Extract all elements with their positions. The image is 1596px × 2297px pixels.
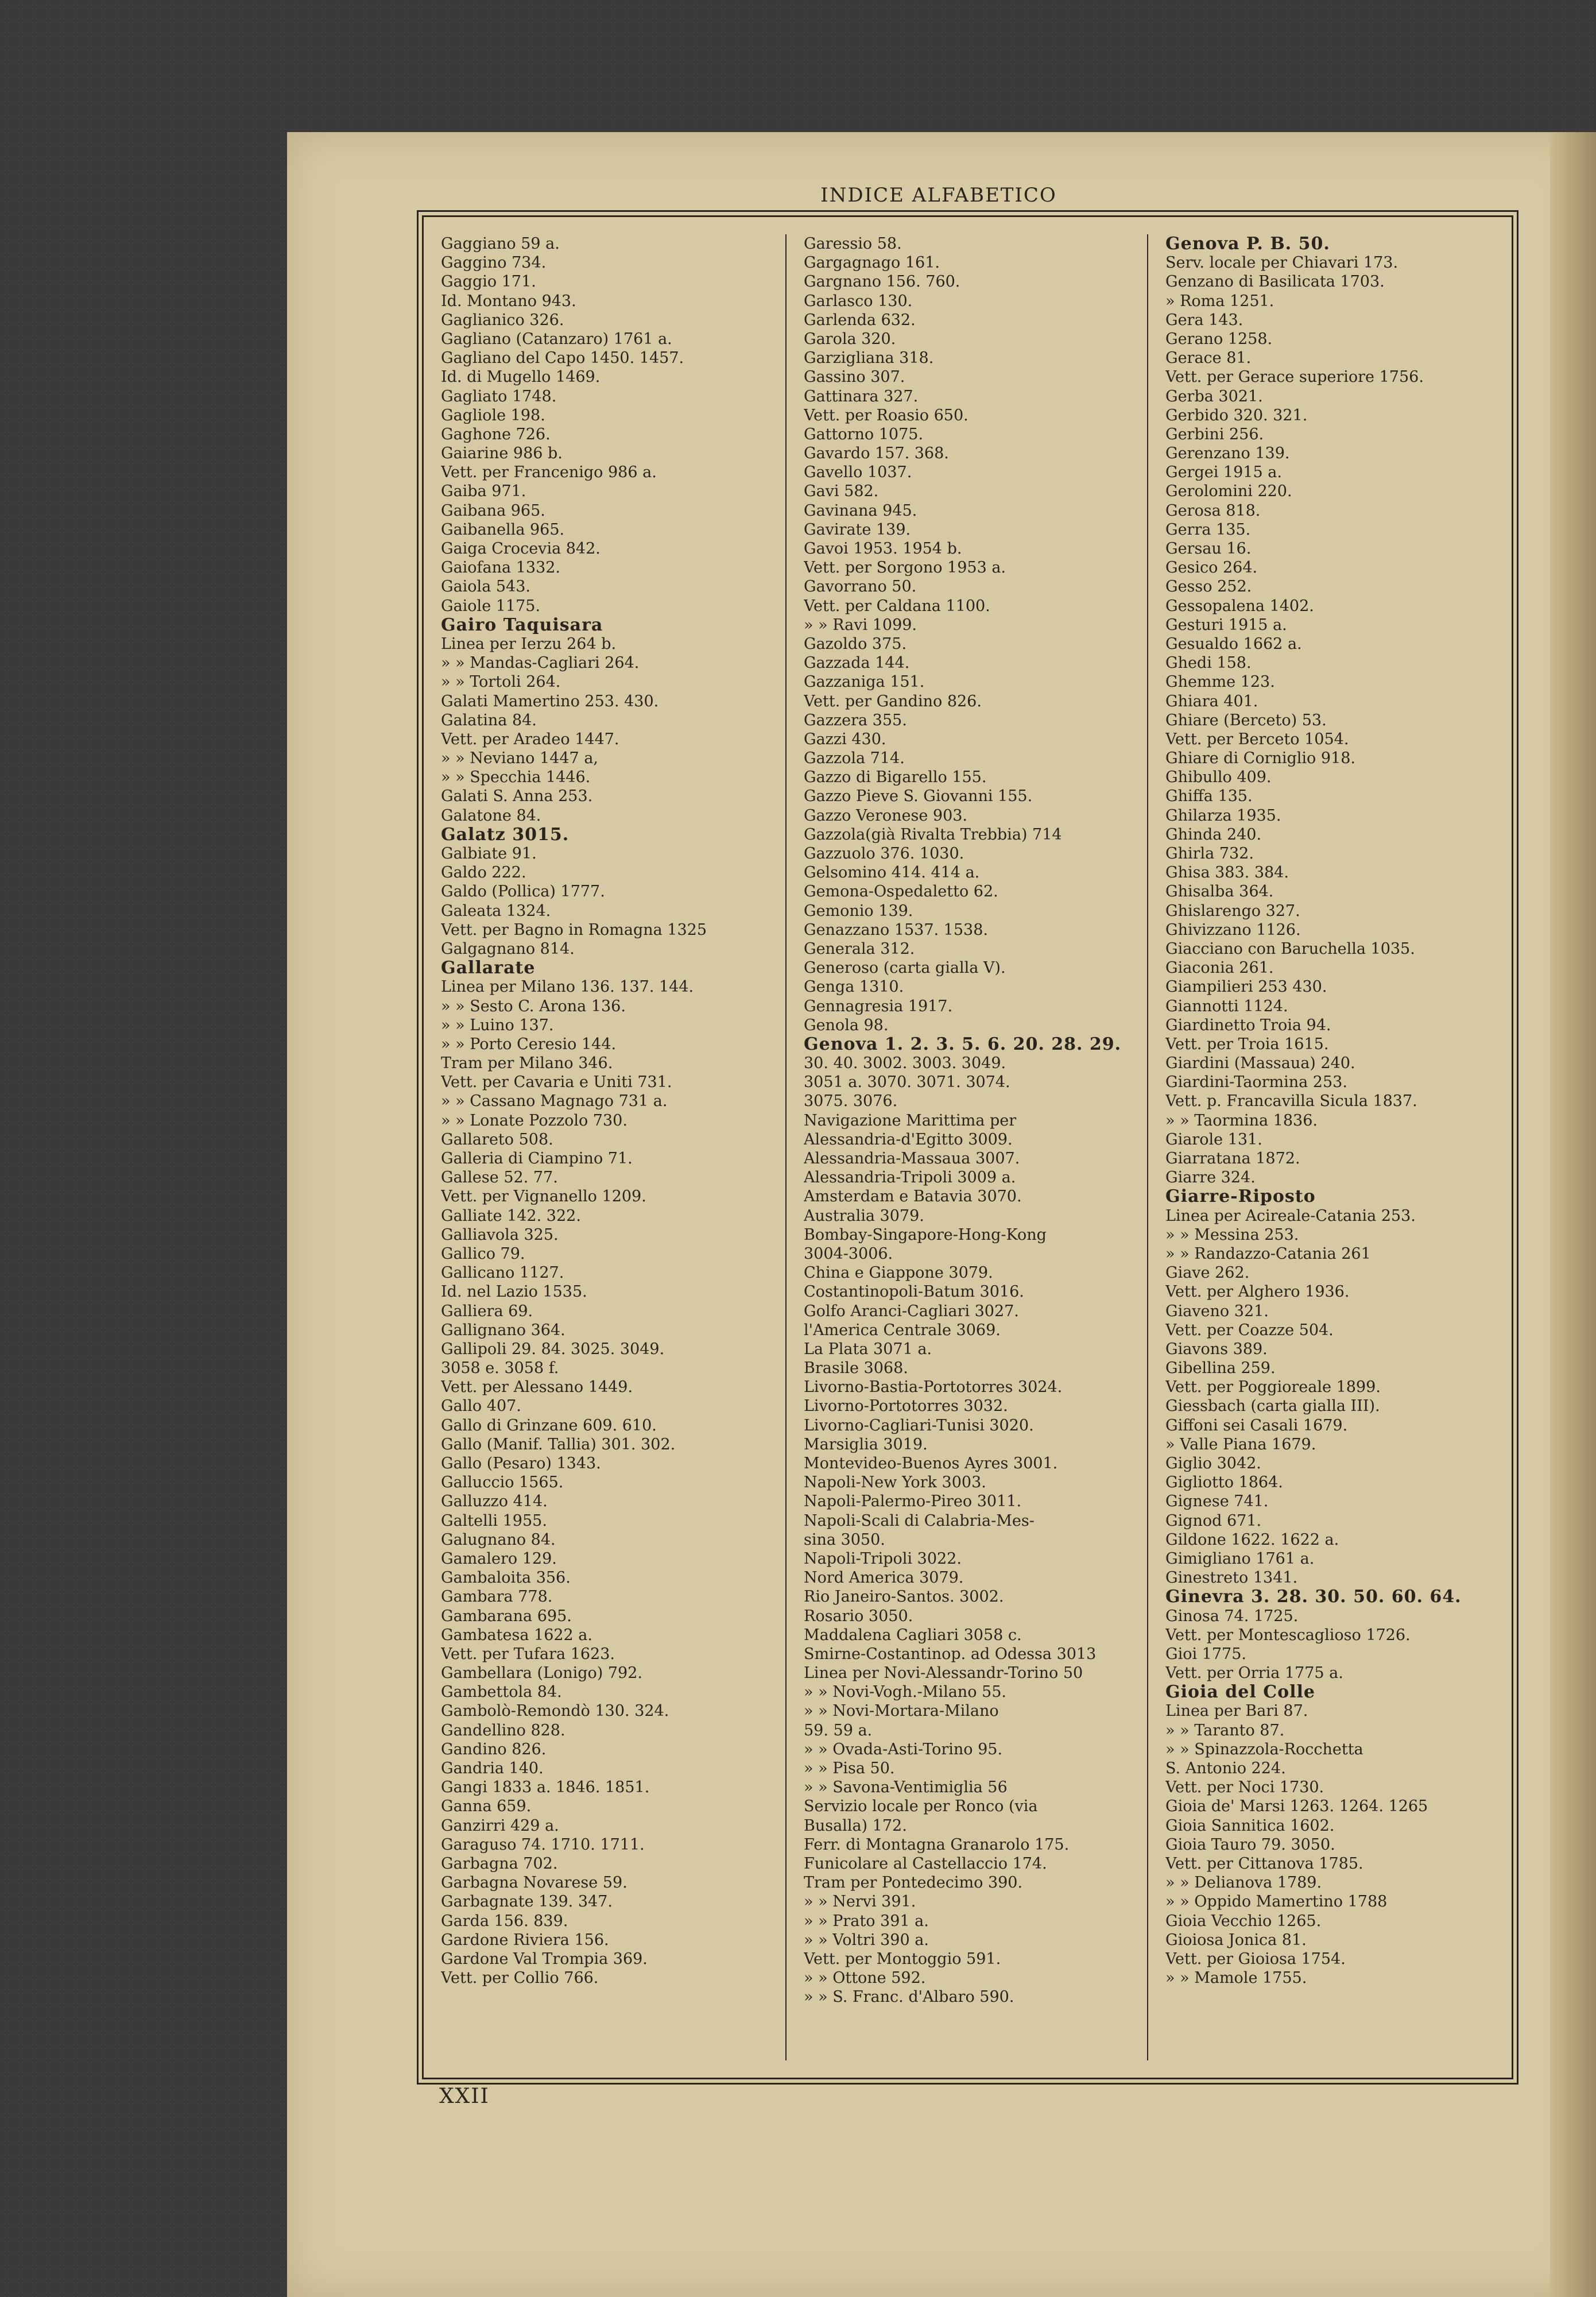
- index-entry: Galdo 222.: [441, 864, 526, 882]
- index-entry: Vett. per Aradeo 1447.: [441, 730, 619, 748]
- index-entry: Vett. per Gandino 826.: [804, 692, 982, 710]
- index-entry: Ghiffa 135.: [1165, 787, 1253, 806]
- index-entry: Garbagnate 139. 347.: [441, 1893, 613, 1911]
- index-entry: Australia 3079.: [804, 1206, 924, 1225]
- index-entry: Ghiare (Berceto) 53.: [1165, 711, 1327, 729]
- index-entry: Vett. per Berceto 1054.: [1165, 730, 1349, 748]
- index-entry: Giave 262.: [1165, 1264, 1250, 1282]
- index-entry: Brasile 3068.: [804, 1359, 908, 1378]
- index-entry: » » Spinazzola-Rocchetta: [1165, 1740, 1363, 1758]
- index-entry: Gardone Riviera 156.: [441, 1931, 609, 1949]
- index-entry: Gerace 81.: [1165, 349, 1252, 368]
- index-entry: » » Neviano 1447 a,: [441, 749, 598, 768]
- index-entry: Vett. per Orria 1775 a.: [1165, 1664, 1343, 1683]
- index-entry: Gargnano 156. 760.: [804, 273, 960, 291]
- index-entry: Vett. per Gerace superiore 1756.: [1165, 368, 1424, 386]
- index-entry: Gerano 1258.: [1165, 330, 1273, 348]
- page-header: INDICE ALFABETICO: [820, 184, 1057, 207]
- index-entry: 3004-3006.: [804, 1244, 893, 1263]
- index-entry: » » Porto Ceresio 144.: [441, 1035, 617, 1053]
- index-entry: Giessbach (carta gialla III).: [1165, 1397, 1380, 1416]
- index-entry: Gallicano 1127.: [441, 1264, 564, 1282]
- index-entry: Gelsomino 414. 414 a.: [804, 864, 980, 882]
- index-entry: Galliera 69.: [441, 1302, 533, 1320]
- index-entry: Napoli-Tripoli 3022.: [804, 1549, 962, 1568]
- index-entry: Gerbido 320. 321.: [1165, 406, 1308, 424]
- index-entry: Vett. per Collio 766.: [441, 1969, 599, 1987]
- index-entry: Ghislarengo 327.: [1165, 902, 1300, 920]
- index-entry: Gaiba 971.: [441, 482, 526, 501]
- index-entry: Gagliano del Capo 1450. 1457.: [441, 349, 684, 368]
- index-entry: Giardinetto Troia 94.: [1165, 1016, 1331, 1034]
- index-entry: Linea per Bari 87.: [1165, 1702, 1308, 1720]
- index-entry: Galbiate 91.: [441, 845, 537, 863]
- index-entry: Garlasco 130.: [804, 292, 913, 310]
- index-entry: 30. 40. 3002. 3003. 3049.: [804, 1054, 1006, 1073]
- index-entry: Gambellara (Lonigo) 792.: [441, 1664, 642, 1683]
- index-entry: Gibellina 259.: [1165, 1359, 1276, 1378]
- index-entry: » » Tortoli 264.: [441, 673, 561, 691]
- index-entry: Ghemme 123.: [1165, 673, 1275, 691]
- page-number: XXII: [439, 2085, 490, 2108]
- index-entry: Gaiofana 1332.: [441, 559, 561, 577]
- index-entry: Gavinana 945.: [804, 501, 917, 520]
- index-entry: Gazzada 144.: [804, 654, 910, 672]
- index-entry: Funicolare al Castellaccio 174.: [804, 1854, 1047, 1873]
- index-entry: Gazzera 355.: [804, 711, 907, 729]
- index-entry: Gaghone 726.: [441, 425, 551, 443]
- index-entry: Gerbini 256.: [1165, 425, 1264, 443]
- index-entry: Gesico 264.: [1165, 559, 1258, 577]
- index-entry: Montevideo-Buenos Ayres 3001.: [804, 1455, 1058, 1472]
- index-entry: l'America Centrale 3069.: [804, 1321, 1001, 1339]
- book-page: [287, 132, 1590, 2297]
- index-entry: Id. di Mugello 1469.: [441, 368, 601, 386]
- index-entry: Servizio locale per Ronco (via: [804, 1797, 1038, 1816]
- index-entry: Gairo Taquisara: [441, 615, 603, 635]
- index-entry: Gioi 1775.: [1165, 1645, 1246, 1663]
- index-entry: Ghivizzano 1126.: [1165, 921, 1301, 939]
- index-entry: Galgagnano 814.: [441, 939, 575, 958]
- index-entry: Gerolomini 220.: [1165, 482, 1292, 501]
- index-entry: Vett. per Cittanova 1785.: [1165, 1854, 1363, 1873]
- index-entry: Giarratana 1872.: [1165, 1150, 1300, 1167]
- index-entry: Vett. per Montoggio 591.: [804, 1950, 1001, 1968]
- index-entry: Gennagresia 1917.: [804, 997, 953, 1015]
- index-entry: Galtelli 1955.: [441, 1511, 547, 1530]
- index-entry: Gimigliano 1761 a.: [1165, 1549, 1315, 1568]
- index-entry: Ghibullo 409.: [1165, 768, 1272, 787]
- index-entry: Generala 312.: [804, 939, 915, 958]
- index-entry: Vett. per Troia 1615.: [1165, 1035, 1329, 1053]
- index-entry: Giffoni sei Casali 1679.: [1165, 1416, 1348, 1434]
- index-entry: » » Ovada-Asti-Torino 95.: [804, 1740, 1003, 1758]
- index-entry: Giardini (Massaua) 240.: [1165, 1054, 1355, 1073]
- index-entry: » » Ottone 592.: [804, 1969, 926, 1987]
- index-column-3: [1147, 234, 1492, 2060]
- index-entry: Gambettola 84.: [441, 1683, 562, 1702]
- index-entry: Ghedi 158.: [1165, 654, 1252, 672]
- index-entry: Gambolò-Remondò 130. 324.: [441, 1702, 669, 1720]
- index-entry: Ghirla 732.: [1165, 845, 1254, 863]
- index-entry: Amsterdam e Batavia 3070.: [804, 1188, 1022, 1206]
- index-entry: Alessandria-Tripoli 3009 a.: [804, 1169, 1016, 1187]
- index-entry: Vett. p. Francavilla Sicula 1837.: [1165, 1092, 1417, 1111]
- index-entry: » » Sesto C. Arona 136.: [441, 997, 626, 1015]
- index-entry: Busalla) 172.: [804, 1816, 907, 1835]
- index-entry: Giarole 131.: [1165, 1130, 1262, 1148]
- index-entry: Generoso (carta gialla V).: [804, 959, 1006, 977]
- index-entry: Galatina 84.: [441, 711, 537, 729]
- index-entry: Ghisa 383. 384.: [1165, 864, 1289, 882]
- index-frame: [422, 215, 1513, 2079]
- index-entry: Giglio 3042.: [1165, 1455, 1261, 1472]
- index-entry: Giarre-Riposto: [1165, 1187, 1316, 1206]
- index-entry: Ghisalba 364.: [1165, 883, 1274, 901]
- index-entry: Gandino 826.: [441, 1740, 547, 1758]
- index-entry: Gesualdo 1662 a.: [1165, 635, 1302, 653]
- index-entry: Giacciano con Baruchella 1035.: [1165, 939, 1415, 958]
- book-spine: [1550, 132, 1596, 2297]
- index-entry: Garola 320.: [804, 330, 896, 348]
- index-column-2: [785, 234, 1130, 2060]
- index-entry: Giannotti 1124.: [1165, 997, 1288, 1015]
- index-entry: Gattinara 327.: [804, 387, 919, 405]
- index-entry: » » Mandas-Cagliari 264.: [441, 654, 640, 672]
- index-entry: Genzano di Basilicata 1703.: [1165, 273, 1385, 291]
- index-entry: Vett. per Poggioreale 1899.: [1165, 1378, 1381, 1397]
- index-entry: 3075. 3076.: [804, 1092, 898, 1111]
- index-entry: Galluzzo 414.: [441, 1492, 548, 1511]
- index-entry: Gamalero 129.: [441, 1549, 557, 1568]
- index-entry: Ginevra 3. 28. 30. 50. 60. 64.: [1165, 1587, 1462, 1607]
- index-entry: Gallo di Grinzane 609. 610.: [441, 1416, 657, 1434]
- index-entry: Gangi 1833 a. 1846. 1851.: [441, 1778, 650, 1797]
- index-entry: Gersau 16.: [1165, 540, 1252, 558]
- index-entry: Gaiarine 986 b.: [441, 444, 563, 463]
- index-entry: Gardone Val Trompia 369.: [441, 1950, 648, 1968]
- index-entry: Gattorno 1075.: [804, 425, 924, 443]
- index-entry: Gallipoli 29. 84. 3025. 3049.: [441, 1340, 665, 1358]
- index-entry: Galdo (Pollica) 1777.: [441, 883, 605, 901]
- index-entry: » » Oppido Mamertino 1788: [1165, 1893, 1388, 1911]
- index-entry: » » Savona-Ventimiglia 56: [804, 1778, 1008, 1797]
- index-entry: Gambarana 695.: [441, 1607, 572, 1625]
- index-entry: Galliate 142. 322.: [441, 1206, 581, 1225]
- index-entry: Vett. per Noci 1730.: [1165, 1778, 1324, 1797]
- index-entry: sina 3050.: [804, 1530, 885, 1549]
- index-entry: Ginestreto 1341.: [1165, 1569, 1298, 1587]
- index-entry: » » Taranto 87.: [1165, 1721, 1285, 1739]
- index-entry: 3051 a. 3070. 3071. 3074.: [804, 1073, 1010, 1092]
- index-entry: Tram per Milano 346.: [441, 1054, 613, 1073]
- index-entry: Galugnano 84.: [441, 1530, 556, 1549]
- index-entry: Gazzaniga 151.: [804, 673, 925, 691]
- index-entry: » » Novi-Mortara-Milano: [804, 1702, 999, 1720]
- index-entry: Galluccio 1565.: [441, 1474, 564, 1492]
- index-entry: Maddalena Cagliari 3058 c.: [804, 1626, 1022, 1644]
- index-entry: Gaiga Crocevia 842.: [441, 540, 601, 558]
- index-entry: » » Delianova 1789.: [1165, 1874, 1322, 1892]
- index-entry: Linea per Milano 136. 137. 144.: [441, 978, 694, 996]
- index-entry: » Roma 1251.: [1165, 292, 1275, 310]
- index-entry: Id. nel Lazio 1535.: [441, 1283, 587, 1301]
- index-entry: Giardini-Taormina 253.: [1165, 1073, 1347, 1092]
- index-entry: Gildone 1622. 1622 a.: [1165, 1530, 1339, 1549]
- index-entry: Ginosa 74. 1725.: [1165, 1607, 1299, 1625]
- index-entry: Genova P. B. 50.: [1165, 234, 1330, 254]
- index-entry: Gallignano 364.: [441, 1321, 565, 1339]
- index-entry: Giavons 389.: [1165, 1340, 1268, 1358]
- index-entry: » » Messina 253.: [1165, 1225, 1299, 1244]
- index-entry: Ghinda 240.: [1165, 825, 1262, 844]
- index-entry: Vett. per Alghero 1936.: [1165, 1283, 1350, 1301]
- index-entry: Livorno-Bastia-Portotorres 3024.: [804, 1378, 1063, 1397]
- index-entry: Id. Montano 943.: [441, 292, 576, 310]
- index-entry: Gaiole 1175.: [441, 597, 541, 615]
- index-entry: China e Giappone 3079.: [804, 1264, 993, 1282]
- index-entry: Galatone 84.: [441, 806, 541, 825]
- index-entry: Gaggino 734.: [441, 254, 547, 272]
- index-entry: » » Mamole 1755.: [1165, 1969, 1307, 1987]
- index-entry: Linea per Ierzu 264 b.: [441, 635, 617, 653]
- index-entry: Gagliato 1748.: [441, 387, 557, 405]
- index-entry: Gaglianico 326.: [441, 311, 564, 329]
- index-entry: Garlenda 632.: [804, 311, 916, 329]
- index-entry: Alessandria-Massaua 3007.: [804, 1150, 1020, 1167]
- index-entry: Vett. per Tufara 1623.: [441, 1645, 615, 1663]
- index-entry: Ghiara 401.: [1165, 692, 1258, 710]
- index-entry: Giaconia 261.: [1165, 959, 1274, 977]
- index-entry: Genga 1310.: [804, 978, 904, 996]
- index-entry: Gemona-Ospedaletto 62.: [804, 883, 998, 901]
- index-entry: Galleria di Ciampino 71.: [441, 1150, 633, 1167]
- index-entry: » » S. Franc. d'Albaro 590.: [804, 1988, 1014, 2006]
- index-entry: Serv. locale per Chiavari 173.: [1165, 254, 1399, 272]
- index-entry: Genola 98.: [804, 1016, 889, 1034]
- index-entry: Gallese 52. 77.: [441, 1169, 558, 1187]
- index-entry: Gazzuolo 376. 1030.: [804, 845, 964, 863]
- index-entry: » » Nervi 391.: [804, 1893, 916, 1911]
- index-entry: » » Taormina 1836.: [1165, 1111, 1318, 1130]
- index-entry: Gavorrano 50.: [804, 578, 917, 596]
- index-entry: Galati Mamertino 253. 430.: [441, 692, 659, 710]
- index-entry: Galati S. Anna 253.: [441, 787, 593, 806]
- index-entry: Vett. per Francenigo 986 a.: [441, 463, 657, 482]
- index-entry: » » Pisa 50.: [804, 1760, 895, 1777]
- index-entry: » » Voltri 390 a.: [804, 1931, 929, 1949]
- index-entry: Gaibanella 965.: [441, 520, 565, 539]
- index-entry: Ganna 659.: [441, 1797, 532, 1816]
- index-entry: Gerosa 818.: [1165, 501, 1261, 520]
- index-entry: Napoli-Scali di Calabria-Mes-: [804, 1511, 1035, 1530]
- index-entry: » » Luino 137.: [441, 1016, 554, 1034]
- index-entry: Gavello 1037.: [804, 463, 912, 482]
- index-entry: Gallo (Manif. Tallia) 301. 302.: [441, 1435, 676, 1453]
- index-entry: Garzigliana 318.: [804, 349, 934, 368]
- index-entry: » » Randazzo-Catania 261: [1165, 1244, 1371, 1263]
- index-entry: Gioia Sannitica 1602.: [1165, 1816, 1335, 1835]
- index-entry: Vett. per Bagno in Romagna 1325: [441, 921, 707, 939]
- index-entry: Vett. per Vignanello 1209.: [441, 1188, 646, 1206]
- index-entry: Gazzo di Bigarello 155.: [804, 768, 987, 787]
- index-entry: Gazzo Veronese 903.: [804, 806, 968, 825]
- index-entry: Gargagnago 161.: [804, 254, 940, 272]
- index-entry: Gioiosa Jonica 81.: [1165, 1931, 1307, 1949]
- index-entry: Costantinopoli-Batum 3016.: [804, 1283, 1024, 1301]
- index-entry: S. Antonio 224.: [1165, 1760, 1286, 1777]
- index-column-1: [424, 234, 768, 2060]
- index-entry: » » Novi-Vogh.-Milano 55.: [804, 1683, 1006, 1702]
- index-entry: Gesso 252.: [1165, 578, 1252, 596]
- index-entry: Ghilarza 1935.: [1165, 806, 1281, 825]
- index-entry: Marsiglia 3019.: [804, 1435, 928, 1453]
- index-entry: Giaveno 321.: [1165, 1302, 1269, 1320]
- index-entry: Ferr. di Montagna Granarolo 175.: [804, 1835, 1070, 1854]
- index-entry: » Valle Piana 1679.: [1165, 1435, 1316, 1453]
- index-entry: Gallo 407.: [441, 1397, 521, 1416]
- index-entry: Garda 156. 839.: [441, 1912, 568, 1930]
- index-entry: Gazzo Pieve S. Giovanni 155.: [804, 787, 1033, 806]
- index-entry: Gaibana 965.: [441, 501, 545, 520]
- index-entry: Gioia Vecchio 1265.: [1165, 1912, 1322, 1930]
- index-entry: Garbagna Novarese 59.: [441, 1874, 627, 1892]
- index-entry: Gagliano (Catanzaro) 1761 a.: [441, 330, 672, 348]
- index-entry: Gioia del Colle: [1165, 1683, 1315, 1702]
- index-entry: Gessopalena 1402.: [1165, 597, 1314, 615]
- index-entry: Galatz 3015.: [441, 825, 570, 844]
- index-entry: Garbagna 702.: [441, 1854, 558, 1873]
- index-entry: Gambara 778.: [441, 1588, 553, 1606]
- index-entry: Gignese 741.: [1165, 1492, 1269, 1511]
- index-entry: » » Cassano Magnago 731 a.: [441, 1092, 668, 1111]
- index-entry: Gagliole 198.: [441, 406, 545, 424]
- index-entry: Napoli-New York 3003.: [804, 1474, 986, 1492]
- index-entry: Gesturi 1915 a.: [1165, 616, 1287, 634]
- index-entry: 59. 59 a.: [804, 1721, 873, 1739]
- index-entry: Gergei 1915 a.: [1165, 463, 1282, 482]
- index-entry: Ganzirri 429 a.: [441, 1816, 559, 1835]
- index-entry: Gaggio 171.: [441, 273, 536, 291]
- index-entry: Gallo (Pesaro) 1343.: [441, 1455, 601, 1472]
- index-entry: Gerra 135.: [1165, 520, 1251, 539]
- index-entry: Livorno-Portotorres 3032.: [804, 1397, 1008, 1416]
- index-entry: Gavi 582.: [804, 482, 879, 501]
- index-entry: Gerba 3021.: [1165, 387, 1263, 405]
- index-entry: Livorno-Cagliari-Tunisi 3020.: [804, 1416, 1034, 1434]
- index-entry: Genova 1. 2. 3. 5. 6. 20. 28. 29.: [804, 1034, 1122, 1054]
- index-entry: Gallareto 508.: [441, 1130, 553, 1148]
- index-entry: Vett. per Caldana 1100.: [804, 597, 990, 615]
- index-entry: Gazzola(già Rivalta Trebbia) 714: [804, 825, 1062, 844]
- index-entry: Gazzola 714.: [804, 749, 905, 768]
- index-entry: Vett. per Montescaglioso 1726.: [1165, 1626, 1411, 1644]
- index-entry: Gazzi 430.: [804, 730, 886, 748]
- index-entry: Gambaloita 356.: [441, 1569, 571, 1587]
- index-entry: Vett. per Alessano 1449.: [441, 1378, 633, 1397]
- index-entry: Galeata 1324.: [441, 902, 551, 920]
- index-entry: Gandria 140.: [441, 1760, 544, 1777]
- index-entry: » » Specchia 1446.: [441, 768, 591, 787]
- index-entry: La Plata 3071 a.: [804, 1340, 932, 1358]
- index-entry: Gallico 79.: [441, 1244, 525, 1263]
- index-entry: Linea per Acireale-Catania 253.: [1165, 1206, 1416, 1225]
- index-entry: 3058 e. 3058 f.: [441, 1359, 559, 1378]
- index-entry: Nord America 3079.: [804, 1569, 964, 1587]
- index-entry: Gioia de' Marsi 1263. 1264. 1265: [1165, 1797, 1428, 1816]
- index-entry: Gassino 307.: [804, 368, 905, 386]
- index-entry: Gavardo 157. 368.: [804, 444, 949, 463]
- index-entry: Gambatesa 1622 a.: [441, 1626, 592, 1644]
- index-entry: » » Prato 391 a.: [804, 1912, 929, 1930]
- index-entry: Gignod 671.: [1165, 1511, 1262, 1530]
- index-entry: Garessio 58.: [804, 235, 902, 253]
- index-entry: Rio Janeiro-Santos. 3002.: [804, 1588, 1004, 1606]
- index-entry: Golfo Aranci-Cagliari 3027.: [804, 1302, 1019, 1320]
- index-entry: Gandellino 828.: [441, 1721, 565, 1739]
- index-entry: Vett. per Cavaria e Uniti 731.: [441, 1073, 672, 1092]
- index-entry: Navigazione Marittima per: [804, 1111, 1017, 1130]
- index-entry: Gigliotto 1864.: [1165, 1474, 1283, 1492]
- index-entry: Gallarate: [441, 958, 536, 978]
- index-entry: Gemonio 139.: [804, 902, 913, 920]
- index-entry: Napoli-Palermo-Pireo 3011.: [804, 1492, 1022, 1511]
- index-entry: Alessandria-d'Egitto 3009.: [804, 1130, 1013, 1148]
- index-entry: Tram per Pontedecimo 390.: [804, 1874, 1023, 1892]
- index-entry: Garaguso 74. 1710. 1711.: [441, 1835, 645, 1854]
- index-entry: Genazzano 1537. 1538.: [804, 921, 988, 939]
- index-entry: Bombay-Singapore-Hong-Kong: [804, 1225, 1047, 1244]
- index-entry: Giampilieri 253 430.: [1165, 978, 1327, 996]
- index-entry: » » Ravi 1099.: [804, 616, 917, 634]
- index-entry: Gera 143.: [1165, 311, 1244, 329]
- index-entry: Vett. per Coazze 504.: [1165, 1321, 1334, 1339]
- index-entry: Gaiola 543.: [441, 578, 530, 596]
- index-entry: Gaggiano 59 a.: [441, 235, 560, 253]
- index-entry: Vett. per Gioiosa 1754.: [1165, 1950, 1346, 1968]
- index-entry: » » Lonate Pozzolo 730.: [441, 1111, 627, 1130]
- index-entry: Gerenzano 139.: [1165, 444, 1290, 463]
- index-entry: Galliavola 325.: [441, 1225, 559, 1244]
- index-entry: Rosario 3050.: [804, 1607, 913, 1625]
- index-entry: Gavoi 1953. 1954 b.: [804, 540, 962, 558]
- index-entry: Giarre 324.: [1165, 1169, 1256, 1187]
- index-entry: Linea per Novi-Alessandr-Torino 50: [804, 1664, 1083, 1683]
- index-entry: Ghiare di Corniglio 918.: [1165, 749, 1356, 768]
- index-entry: Vett. per Sorgono 1953 a.: [804, 559, 1006, 577]
- index-entry: Smirne-Costantinop. ad Odessa 3013: [804, 1645, 1097, 1663]
- index-entry: Gazoldo 375.: [804, 635, 907, 653]
- index-entry: Gavirate 139.: [804, 520, 911, 539]
- index-entry: Vett. per Roasio 650.: [804, 406, 969, 424]
- index-entry: Gioia Tauro 79. 3050.: [1165, 1835, 1335, 1854]
